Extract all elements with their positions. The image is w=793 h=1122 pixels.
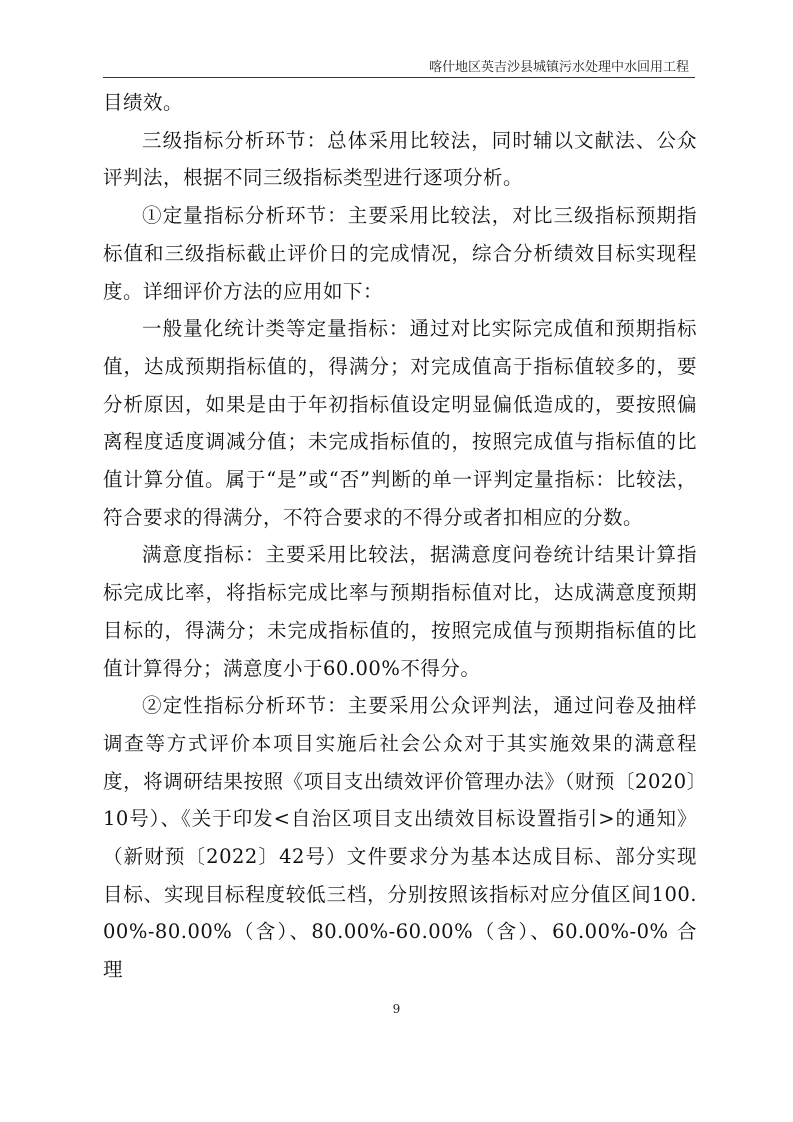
page-number: 9 <box>392 1002 401 1016</box>
body-text <box>103 84 697 989</box>
paragraph-qualitative-analysis: ②定性指标分析环节：主要采用公众评判法，通过问卷及抽样调查等方式评价本项目实施后社会公众对于其实施效果的满意程度，将调研结果按照《项目支出绩效评价管理办法》（财预〔2020〕10号）、《关于印发<自治区项目支出绩效目标设置指引>的通知》（新财预〔2022〕42号）文件要求分为基本达成目标、部分实现目标、实现目标程度较低三档，分别按照该指标对应分值区间100.00%-80.00%（含）、80.00%-60.00%（含）、60.00%-0% 合理 <box>103 694 697 982</box>
paragraph-tier3-analysis: 三级指标分析环节：总体采用比较法，同时辅以文献法、公众评判法，根据不同三级指标类型进行逐项分析。 <box>103 128 697 190</box>
header-divider <box>103 77 695 78</box>
paragraph-quantitative-analysis: ①定量指标分析环节：主要采用比较法，对比三级指标预期指标值和三级指标截止评价日的完成情况，综合分析绩效目标实现程度。详细评价方法的应用如下： <box>103 204 697 303</box>
paragraph-quantitative-indicators: 一般量化统计类等定量指标：通过对比实际完成值和预期指标值，达成预期指标值的，得满分；对完成值高于指标值较多的，要分析原因，如果是由于年初指标值设定明显偏低造成的，要按照偏离程度适度调减分值；未完成指标值的，按照完成值与指标值的比值计算分值。属于“是”或“否”判断的单一评判定量指标：比较法，符合要求的得满分，不符合要求的不得分或者扣相应的分数。 <box>103 317 697 529</box>
running-header: 喀什地区英吉沙县城镇污水处理中水回用工程 <box>428 60 689 75</box>
paragraph-continuation: 目绩效。 <box>103 91 184 114</box>
paragraph-satisfaction-indicators: 满意度指标：主要采用比较法，据满意度问卷统计结果计算指标完成比率，将指标完成比率与预期指标值对比，达成满意度预期目标的，得满分；未完成指标值的，按照完成值与预期指标值的比值计算得分；满意度小于60.00%不得分。 <box>103 543 697 680</box>
